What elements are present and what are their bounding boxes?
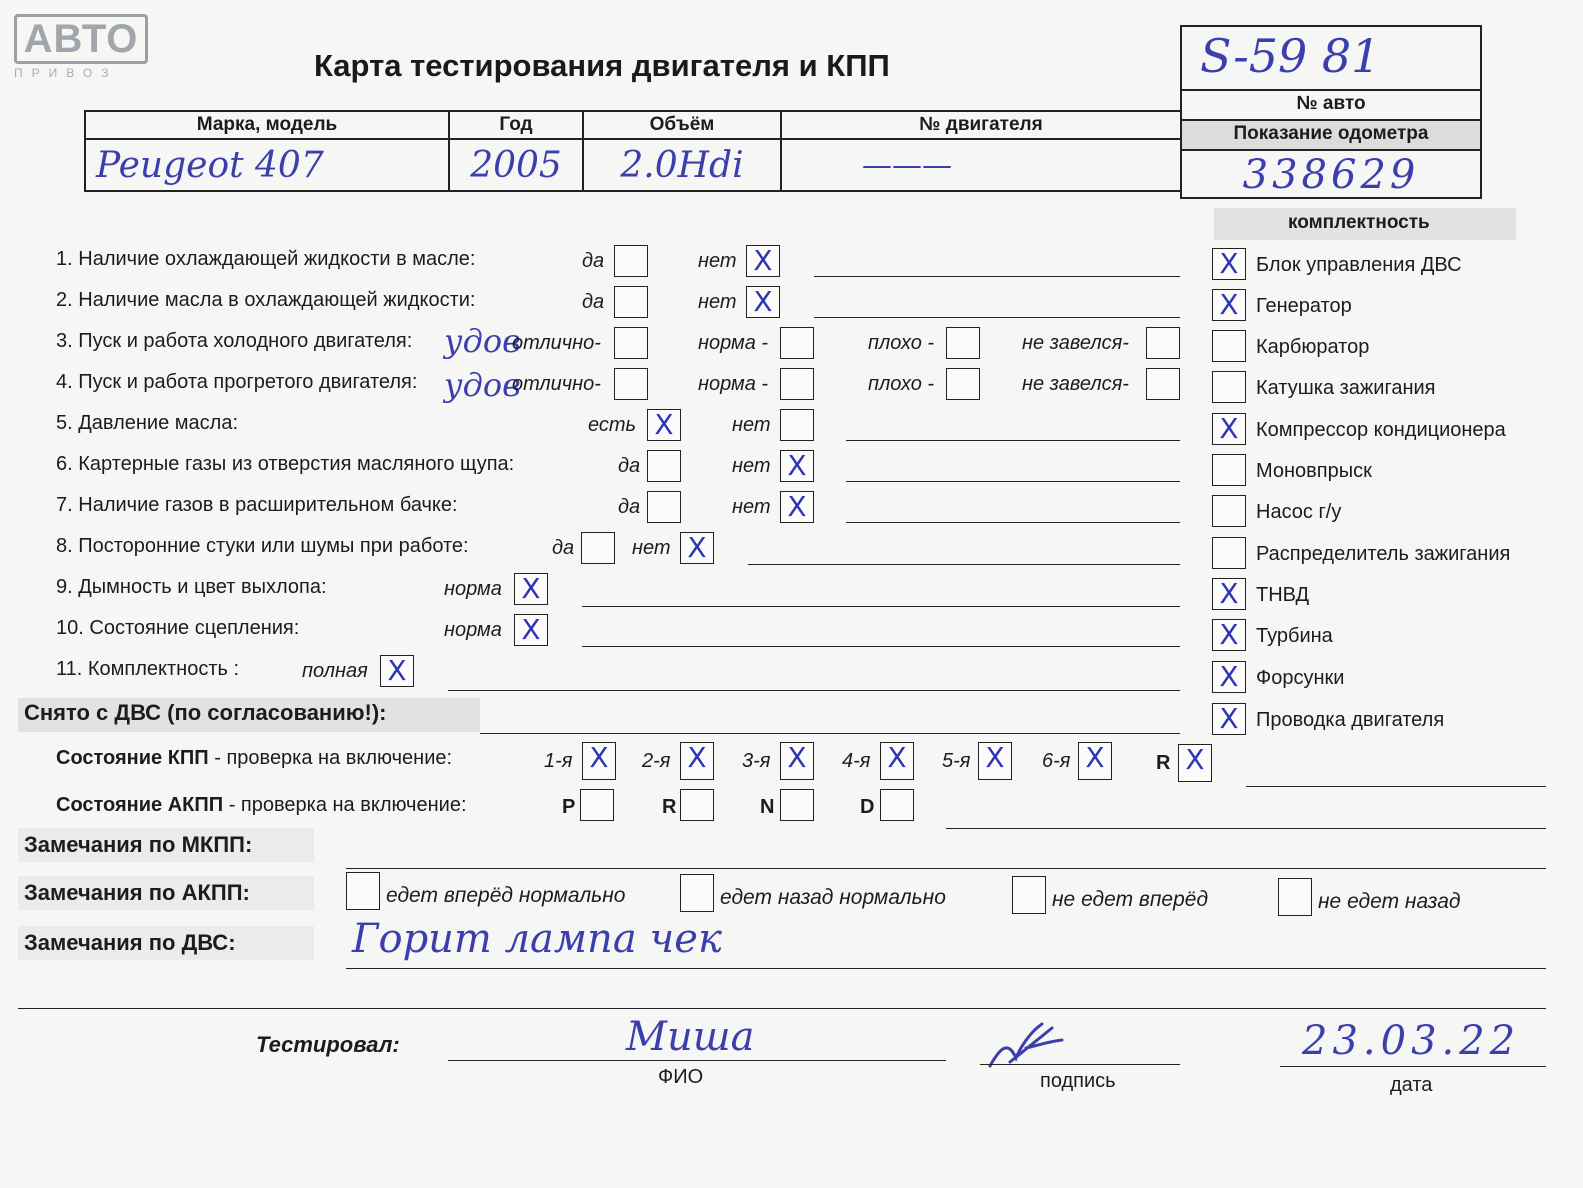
- gear-1-checkbox[interactable]: X: [582, 742, 616, 780]
- row4-norma-checkbox[interactable]: [780, 368, 814, 400]
- opt-net: нет: [732, 455, 771, 477]
- dvs-line-2: [18, 1008, 1546, 1009]
- check-num: 8.: [56, 535, 73, 557]
- opt-otlichno: отлично-: [512, 373, 601, 395]
- gear-3-checkbox[interactable]: X: [780, 742, 814, 780]
- akpp-label: [56, 794, 467, 817]
- header-label-year: Год: [449, 111, 583, 139]
- check-label: Пуск и работа прогретого двигателя:: [78, 371, 418, 393]
- akpp-no-back-checkbox[interactable]: [1278, 878, 1312, 916]
- row8-da-checkbox[interactable]: [581, 532, 615, 564]
- row11-polnaya-checkbox[interactable]: X: [380, 655, 414, 687]
- mkpp-line: [346, 868, 1546, 869]
- row7-net-checkbox[interactable]: X: [780, 491, 814, 523]
- gear-6-label: 6-я: [1042, 750, 1071, 772]
- completeness-item-label: Компрессор кондиционера: [1256, 419, 1506, 441]
- row2-da-checkbox[interactable]: [614, 286, 648, 318]
- akpp-forward-ok-label: едет вперёд нормально: [386, 884, 626, 907]
- brand-logo-sub: ПРИВОЗ: [14, 66, 118, 80]
- completeness-checkbox[interactable]: X: [1212, 289, 1246, 321]
- completeness-item-label: Блок управления ДВС: [1256, 254, 1462, 276]
- opt-norma: норма: [444, 578, 502, 600]
- tester-name-value: Миша: [626, 1014, 755, 1060]
- akpp-forward-ok-checkbox[interactable]: [346, 872, 380, 910]
- removed-label: Снято с ДВС (по согласованию!):: [24, 700, 387, 725]
- completeness-checkbox[interactable]: X: [1212, 619, 1246, 651]
- row9-norma-checkbox[interactable]: X: [514, 573, 548, 605]
- row6-line: [846, 481, 1180, 482]
- opt-net: нет: [698, 291, 737, 313]
- check-label: Состояние сцепления:: [89, 617, 300, 639]
- akpp-d-label: D: [860, 796, 875, 818]
- gear-1-label: 1-я: [544, 750, 573, 772]
- completeness-item-label: Генератор: [1256, 295, 1352, 317]
- opt-da: да: [618, 496, 641, 518]
- completeness-checkbox[interactable]: X: [1212, 703, 1246, 735]
- row4-ploho-checkbox[interactable]: [946, 368, 980, 400]
- opt-ne-zavelsya: не завелся-: [1022, 332, 1129, 354]
- row10-norma-checkbox[interactable]: X: [514, 614, 548, 646]
- completeness-checkbox[interactable]: X: [1212, 578, 1246, 610]
- row5-line: [846, 440, 1180, 441]
- engine-no-field[interactable]: [781, 139, 1181, 191]
- gear-2-checkbox[interactable]: X: [680, 742, 714, 780]
- check-num: 6.: [56, 453, 73, 475]
- check-num: 5.: [56, 412, 73, 434]
- check-label: Посторонние стуки или шумы при работе:: [78, 535, 469, 557]
- dvs-remarks-label: Замечания по ДВС:: [24, 930, 236, 955]
- akpp-no-forward-label: не едет вперёд: [1052, 888, 1209, 911]
- check-num: 10.: [56, 617, 84, 639]
- akpp-p-label: P: [562, 796, 576, 818]
- check-row-6: [56, 453, 514, 476]
- completeness-checkbox[interactable]: [1212, 495, 1246, 527]
- row3-otlichno-checkbox[interactable]: [614, 327, 648, 359]
- date-line[interactable]: [1280, 1066, 1546, 1067]
- check-row-8: [56, 535, 469, 558]
- check-row-4: [56, 371, 417, 394]
- model-value: Peugeot 407: [96, 144, 324, 186]
- signature-mark: [986, 1018, 1066, 1074]
- kpp-label-rest: - проверка на включение:: [208, 747, 453, 769]
- check-num: 9.: [56, 576, 73, 598]
- row5-net-checkbox[interactable]: [780, 409, 814, 441]
- date-value: 23.03.22: [1302, 1018, 1521, 1064]
- opt-norma: норма: [444, 619, 502, 641]
- completeness-checkbox[interactable]: [1212, 454, 1246, 486]
- akpp-remarks-label: Замечания по АКПП:: [24, 880, 250, 905]
- header-label-engine-no: № двигателя: [781, 111, 1181, 139]
- mkpp-remarks-label: Замечания по МКПП:: [24, 832, 253, 857]
- signature-caption: подпись: [1040, 1070, 1116, 1092]
- kpp-label-bold: Состояние КПП: [56, 747, 209, 769]
- odometer-label: Показание одометра: [1182, 119, 1480, 149]
- row6-net-checkbox[interactable]: X: [780, 450, 814, 482]
- warm-start-note: удов: [444, 366, 521, 404]
- gear-5-label: 5-я: [942, 750, 971, 772]
- completeness-item-label: Насос г/у: [1256, 501, 1342, 523]
- tested-label: Тестировал:: [256, 1032, 400, 1057]
- check-label: Дымность и цвет выхлопа:: [78, 576, 327, 598]
- year-field[interactable]: [449, 139, 583, 191]
- check-num: 3.: [56, 330, 73, 352]
- row7-line: [846, 522, 1180, 523]
- completeness-checkbox[interactable]: [1212, 330, 1246, 362]
- gear-2-label: 2-я: [642, 750, 671, 772]
- row8-line: [748, 564, 1180, 565]
- row3-ploho-checkbox[interactable]: [946, 327, 980, 359]
- opt-da: да: [552, 537, 575, 559]
- gear-4-checkbox[interactable]: X: [880, 742, 914, 780]
- signature-line[interactable]: [980, 1064, 1180, 1065]
- check-label: Комплектность :: [87, 658, 240, 680]
- brand-logo: АВТО: [14, 14, 148, 64]
- akpp-line: [946, 828, 1546, 829]
- odometer-value: 338629: [1242, 152, 1420, 198]
- row1-net-checkbox[interactable]: X: [746, 245, 780, 277]
- check-row-9: [56, 576, 327, 599]
- fio-line[interactable]: [448, 1060, 946, 1061]
- check-label: Наличие масла в охлаждающей жидкости:: [78, 289, 476, 311]
- page-title: Карта тестирования двигателя и КПП: [314, 48, 890, 83]
- opt-net: нет: [698, 250, 737, 272]
- completeness-checkbox[interactable]: X: [1212, 413, 1246, 445]
- dvs-line: [346, 968, 1546, 969]
- completeness-item-label: Проводка двигателя: [1256, 709, 1445, 731]
- row4-ne-zavelsya-checkbox[interactable]: [1146, 368, 1180, 400]
- row9-line: [582, 606, 1180, 607]
- completeness-title: комплектность: [1288, 212, 1430, 233]
- opt-net: нет: [632, 537, 671, 559]
- opt-polnaya: полная: [302, 660, 368, 682]
- row3-norma-checkbox[interactable]: [780, 327, 814, 359]
- akpp-r-label: R: [662, 796, 677, 818]
- gear-r-label: R: [1156, 752, 1171, 774]
- check-row-10: [56, 617, 299, 640]
- header-label-model: Марка, модель: [85, 111, 449, 139]
- opt-norma: норма -: [698, 373, 769, 395]
- check-num: 4.: [56, 371, 73, 393]
- row8-net-checkbox[interactable]: X: [680, 532, 714, 564]
- removed-line: [480, 733, 1180, 734]
- check-num: 2.: [56, 289, 73, 311]
- opt-otlichno: отлично-: [512, 332, 601, 354]
- completeness-item-label: Катушка зажигания: [1256, 377, 1436, 399]
- akpp-p-checkbox[interactable]: [580, 789, 614, 821]
- completeness-item-label: Распределитель зажигания: [1256, 543, 1511, 565]
- kpp-label: [56, 747, 452, 770]
- akpp-back-ok-label: едет назад нормально: [720, 886, 946, 909]
- akpp-back-ok-checkbox[interactable]: [680, 874, 714, 912]
- engine-no-value: ———: [862, 147, 952, 183]
- opt-da: да: [582, 291, 605, 313]
- dvs-remarks-value: Горит лампа чек: [352, 916, 722, 962]
- check-num: 7.: [56, 494, 73, 516]
- opt-ploho: плохо -: [868, 373, 935, 395]
- completeness-item-label: Турбина: [1256, 625, 1333, 647]
- row10-line: [582, 646, 1180, 647]
- akpp-no-back-label: не едет назад: [1318, 890, 1461, 913]
- vehicle-info-table: [84, 110, 1182, 192]
- check-row-2: [56, 289, 476, 312]
- gear-4-label: 4-я: [842, 750, 871, 772]
- opt-net: нет: [732, 496, 771, 518]
- gear-6-checkbox[interactable]: X: [1078, 742, 1112, 780]
- odometer-field[interactable]: [1182, 149, 1480, 199]
- completeness-checkbox[interactable]: X: [1212, 661, 1246, 693]
- check-row-5: [56, 412, 238, 435]
- check-num: 1.: [56, 248, 73, 270]
- kpp-line: [1246, 786, 1546, 787]
- completeness-item-label: ТНВД: [1256, 584, 1310, 606]
- check-label: Наличие охлаждающей жидкости в масле:: [78, 248, 476, 270]
- opt-norma: норма -: [698, 332, 769, 354]
- opt-ne-zavelsya: не завелся-: [1022, 373, 1129, 395]
- akpp-label-rest: - проверка на включение:: [223, 794, 467, 816]
- fio-caption: ФИО: [658, 1066, 704, 1088]
- volume-field[interactable]: [583, 139, 781, 191]
- akpp-r-checkbox[interactable]: [680, 789, 714, 821]
- akpp-no-forward-checkbox[interactable]: [1012, 876, 1046, 914]
- opt-net: нет: [732, 414, 771, 436]
- akpp-d-checkbox[interactable]: [880, 789, 914, 821]
- gear-3-label: 3-я: [742, 750, 771, 772]
- gear-r-checkbox[interactable]: X: [1178, 744, 1212, 782]
- opt-ploho: плохо -: [868, 332, 935, 354]
- row6-da-checkbox[interactable]: [647, 450, 681, 482]
- completeness-item-label: Моновпрыск: [1256, 460, 1372, 482]
- check-label: Давление масла:: [78, 412, 238, 434]
- akpp-label-bold: Состояние АКПП: [56, 794, 224, 816]
- cold-start-note: удов: [444, 322, 521, 360]
- row11-line: [448, 690, 1180, 691]
- auto-no-value: S-59 81: [1200, 29, 1381, 83]
- auto-no-label: № авто: [1182, 89, 1480, 119]
- check-num: 11.: [56, 658, 83, 680]
- completeness-checkbox[interactable]: [1212, 537, 1246, 569]
- opt-est: есть: [588, 414, 637, 436]
- row3-ne-zavelsya-checkbox[interactable]: [1146, 327, 1180, 359]
- date-caption: дата: [1390, 1074, 1433, 1096]
- row1-line: [814, 276, 1180, 277]
- check-row-11: [56, 658, 239, 681]
- row1-da-checkbox[interactable]: [614, 245, 648, 277]
- completeness-checkbox[interactable]: X: [1212, 248, 1246, 280]
- opt-da: да: [582, 250, 605, 272]
- volume-value: 2.0Hdi: [620, 144, 744, 186]
- year-value: 2005: [470, 144, 562, 186]
- check-label: Пуск и работа холодного двигателя:: [78, 330, 413, 352]
- row5-est-checkbox[interactable]: X: [647, 409, 681, 441]
- check-row-1: [56, 248, 476, 271]
- header-label-volume: Объём: [583, 111, 781, 139]
- akpp-n-checkbox[interactable]: [780, 789, 814, 821]
- row7-da-checkbox[interactable]: [647, 491, 681, 523]
- opt-da: да: [618, 455, 641, 477]
- row2-line: [814, 317, 1180, 318]
- completeness-item-label: Форсунки: [1256, 667, 1345, 689]
- completeness-item-label: Карбюратор: [1256, 336, 1370, 358]
- check-row-7: [56, 494, 458, 517]
- check-label: Картерные газы из отверстия масляного щупа:: [78, 453, 515, 475]
- row2-net-checkbox[interactable]: X: [746, 286, 780, 318]
- model-field[interactable]: [85, 139, 449, 191]
- check-row-3: [56, 330, 412, 353]
- auto-odometer-box: [1180, 25, 1482, 199]
- row4-otlichno-checkbox[interactable]: [614, 368, 648, 400]
- check-label: Наличие газов в расширительном бачке:: [78, 494, 458, 516]
- akpp-n-label: N: [760, 796, 775, 818]
- gear-5-checkbox[interactable]: X: [978, 742, 1012, 780]
- completeness-checkbox[interactable]: [1212, 371, 1246, 403]
